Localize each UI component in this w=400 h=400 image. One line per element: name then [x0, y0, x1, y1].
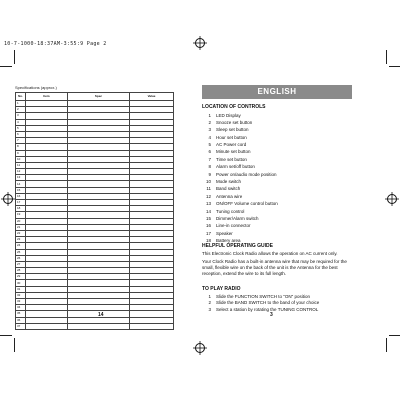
- section-title: HELPFUL OPERATING GUIDE: [202, 243, 273, 249]
- item-label: Time set button: [216, 156, 247, 162]
- item-label: Mode switch: [216, 179, 242, 185]
- table-cell: 21: [16, 224, 26, 230]
- crop-mark: [0, 66, 12, 67]
- list-item: [202, 215, 352, 222]
- right-page-number: 3: [270, 312, 273, 318]
- item-label: Minute set button: [216, 149, 251, 155]
- table-row: [16, 323, 174, 329]
- table-cell: 13: [16, 175, 26, 181]
- item-number: 2: [208, 119, 211, 125]
- list-item: [202, 307, 352, 314]
- table-cell: 37: [16, 323, 26, 329]
- item-label: Select a station by rotating the TUNING CONTROL: [216, 306, 319, 312]
- item-number: 11: [206, 186, 211, 192]
- section-title: LOCATION OF CONTROLS: [202, 104, 266, 110]
- item-number: 15: [205, 215, 211, 221]
- item-number: 6: [208, 149, 211, 155]
- table-cell: 9: [16, 150, 26, 156]
- item-number: 8: [208, 164, 211, 170]
- table-cell: 26: [16, 255, 26, 261]
- item-number: 16: [205, 223, 211, 229]
- registration-mark-top: [193, 36, 207, 50]
- item-label: Hour set button: [216, 134, 247, 140]
- item-label: Sleep set button: [216, 127, 249, 133]
- item-label: ON/OFF Volume control button: [216, 201, 278, 207]
- table-cell: 4: [16, 119, 26, 125]
- item-number: 10: [205, 179, 211, 185]
- item-label: AC Power cord: [216, 142, 247, 148]
- list-item: [202, 148, 352, 155]
- controls-section: [202, 104, 352, 245]
- table-title: Specifications (approx.): [15, 85, 57, 90]
- table-cell: 34: [16, 305, 26, 311]
- list-item: [202, 126, 352, 133]
- list-item: [202, 222, 352, 229]
- specifications-page: [15, 85, 177, 328]
- table-header-row: [16, 93, 174, 101]
- table-cell: [26, 323, 68, 329]
- item-label: Alarm set/off button: [216, 164, 255, 170]
- list-item: [202, 171, 352, 178]
- item-number: 13: [205, 201, 211, 207]
- item-number: 18: [205, 238, 211, 244]
- registration-mark-left: [1, 192, 15, 206]
- item-label: Dimmer/Alarm switch: [216, 215, 259, 221]
- list-item: [202, 141, 352, 148]
- item-number: 4: [208, 134, 211, 140]
- paragraph: Your Clock Radio has a built-in antenna wire that may be required for the small, flexible wire on the back of the unit is the Antenna for the best reception, extend the wire to its full length.: [202, 258, 347, 277]
- crop-mark: [386, 50, 387, 64]
- registration-mark-bottom: [193, 341, 207, 355]
- table-cell: 17: [16, 200, 26, 206]
- item-label: Battery area: [216, 238, 241, 244]
- table-cell: 25: [16, 249, 26, 255]
- registration-mark-right: [385, 192, 399, 206]
- item-number: 14: [205, 208, 211, 214]
- column-header: No.: [16, 93, 26, 101]
- play-radio-section: [202, 286, 352, 313]
- table-cell: 22: [16, 230, 26, 236]
- table-cell: 6: [16, 131, 26, 137]
- list-item: [202, 185, 352, 192]
- item-label: Power on/audio mode position: [216, 171, 277, 177]
- section-title: TO PLAY RADIO: [202, 286, 241, 292]
- table-cell: 24: [16, 243, 26, 249]
- crop-mark: [0, 335, 12, 336]
- table-cell: [68, 323, 130, 329]
- item-label: Line-in connector: [216, 223, 251, 229]
- item-label: Speaker: [216, 230, 233, 236]
- table-cell: 16: [16, 193, 26, 199]
- table-cell: 2: [16, 107, 26, 113]
- item-label: Slide the BAND SWITCH to the band of your choice: [216, 300, 320, 305]
- table-cell: 30: [16, 280, 26, 286]
- steps-list: [202, 294, 352, 314]
- table-cell: 20: [16, 218, 26, 224]
- table-cell: 33: [16, 299, 26, 305]
- table-cell: 32: [16, 292, 26, 298]
- item-number: 5: [208, 142, 211, 148]
- item-number: 3: [208, 306, 211, 312]
- table-cell: 10: [16, 156, 26, 162]
- table-cell: 19: [16, 212, 26, 218]
- table-cell: 35: [16, 311, 26, 317]
- table-cell: 36: [16, 317, 26, 323]
- list-item: [202, 208, 352, 215]
- print-header: 10-7-1000-18:37AM-3:55:9 Page 2: [4, 41, 107, 47]
- table-cell: 5: [16, 125, 26, 131]
- table-cell: 3: [16, 113, 26, 119]
- table-cell: 11: [16, 162, 26, 168]
- item-number: 1: [208, 293, 211, 299]
- item-label: Antenna wire: [216, 193, 243, 199]
- crop-mark: [14, 338, 15, 352]
- list-item: [202, 112, 352, 119]
- table-cell: [130, 323, 174, 329]
- table-cell: 23: [16, 237, 26, 243]
- list-item: [202, 200, 352, 207]
- table-cell: 14: [16, 181, 26, 187]
- item-number: 2: [208, 300, 211, 305]
- crop-mark: [14, 50, 15, 64]
- item-label: Band switch: [216, 186, 241, 192]
- table-cell: 15: [16, 187, 26, 193]
- column-header: Spec: [68, 93, 130, 101]
- item-number: 1: [208, 112, 211, 118]
- table-cell: 1: [16, 101, 26, 107]
- crop-mark: [389, 66, 400, 67]
- controls-list: [202, 112, 352, 245]
- list-item: [202, 230, 352, 237]
- item-number: 7: [208, 156, 211, 162]
- specifications-table: [15, 92, 174, 330]
- table-cell: 27: [16, 261, 26, 267]
- item-number: 9: [208, 171, 211, 177]
- paragraph: This Electronic Clock Radio allows the operation on AC current only.: [202, 250, 338, 256]
- list-item: [202, 156, 352, 163]
- table-cell: 29: [16, 274, 26, 280]
- item-number: 3: [208, 127, 211, 133]
- item-label: Tuning control: [216, 208, 245, 214]
- helpful-guide-section: [202, 243, 352, 279]
- item-number: 17: [205, 230, 211, 236]
- list-item: [202, 178, 352, 185]
- left-page-number: 14: [98, 312, 104, 318]
- list-item: [202, 119, 352, 126]
- list-item: [202, 163, 352, 170]
- table-cell: 31: [16, 286, 26, 292]
- table-cell: 8: [16, 144, 26, 150]
- crop-mark: [389, 335, 400, 336]
- table-cell: 7: [16, 138, 26, 144]
- item-label: LED Display: [216, 112, 241, 118]
- item-number: 12: [205, 193, 211, 199]
- list-item: [202, 134, 352, 141]
- item-label: Snooze set button: [216, 119, 253, 125]
- column-header: Value: [130, 93, 174, 101]
- column-header: Item: [26, 93, 68, 101]
- item-label: Slide the FUNCTION SWITCH to "ON" position: [216, 293, 310, 299]
- table-cell: 12: [16, 169, 26, 175]
- crop-mark: [386, 338, 387, 352]
- list-item: [202, 193, 352, 200]
- language-banner: ENGLISH: [202, 85, 352, 99]
- table-cell: 18: [16, 206, 26, 212]
- table-cell: 28: [16, 268, 26, 274]
